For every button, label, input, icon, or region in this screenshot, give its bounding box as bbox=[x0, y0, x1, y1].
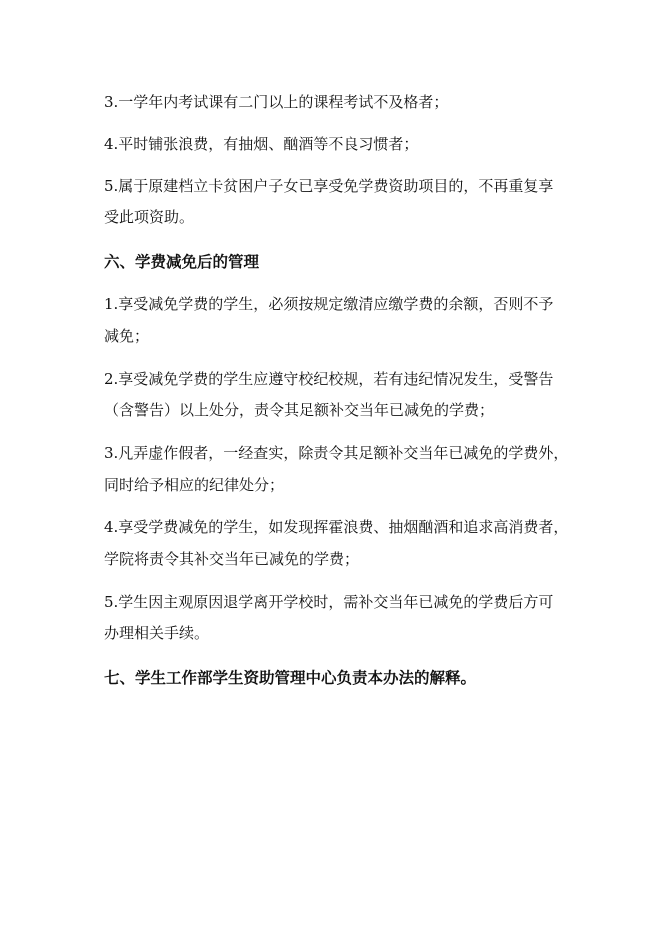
section-6-item-5-line-1: 5.学生因主观原因退学离开学校时，需补交当年已减免的学费后方可 bbox=[104, 593, 554, 611]
section-6-item-4-line-1: 4.享受学费减免的学生，如发现挥霍浪费、抽烟酗酒和追求高消费者， bbox=[104, 518, 569, 536]
section-6-item-3-line-1: 3.凡弄虚作假者，一经查实，除责令其足额补交当年已减免的学费外， bbox=[104, 444, 569, 462]
section-6-item-5-line-2: 办理相关手续。 bbox=[104, 624, 210, 642]
section-6-item-2-line-2: （含警告）以上处分，责令其足额补交当年已减免的学费； bbox=[104, 401, 495, 419]
section-6-item-1-line-2: 减免； bbox=[104, 327, 150, 345]
section-6-item-3-line-2: 同时给予相应的纪律处分； bbox=[104, 476, 285, 494]
paragraph-item-5-line-1: 5.属于原建档立卡贫困户子女已享受免学费资助项目的，不再重复享 bbox=[104, 177, 554, 195]
section-6-item-2-line-1: 2.享受减免学费的学生应遵守校纪校规，若有违纪情况发生，受警告 bbox=[104, 370, 554, 388]
paragraph-item-3: 3.一学年内考试课有二门以上的课程考试不及格者； bbox=[104, 93, 449, 111]
section-6-item-1-line-1: 1.享受减免学费的学生，必须按规定缴清应缴学费的余额，否则不予 bbox=[104, 295, 554, 313]
paragraph-item-4: 4.平时铺张浪费，有抽烟、酗酒等不良习惯者； bbox=[104, 135, 419, 153]
section-7-heading: 七、学生工作部学生资助管理中心负责本办法的解释。 bbox=[104, 669, 477, 687]
section-6-heading: 六、学费减免后的管理 bbox=[104, 253, 260, 271]
section-6-item-4-line-2: 学院将责令其补交当年已减免的学费； bbox=[104, 550, 360, 568]
paragraph-item-5-line-2: 受此项资助。 bbox=[104, 208, 195, 226]
